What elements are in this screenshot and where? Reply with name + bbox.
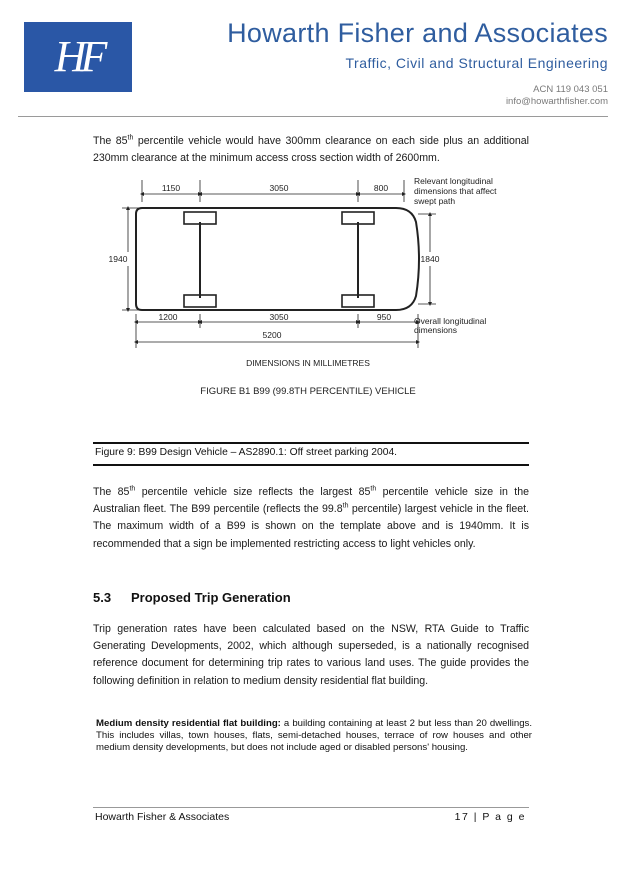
definition-term: Medium density residential flat building: xyxy=(96,718,281,729)
dim-right-width: 1840 xyxy=(420,254,440,264)
logo-monogram: HF xyxy=(54,32,102,81)
footer-divider xyxy=(93,807,529,808)
company-name: Howarth Fisher and Associates xyxy=(227,18,608,48)
figure-title: FIGURE B1 B99 (99.8TH PERCENTILE) VEHICLE xyxy=(200,386,416,397)
definition-text: a building containing at least 2 but less than 20 dwellings. This includes villas, town houses, flats, semi-detached houses, terrace of row houses and other medium density developments, but does not include aged or disabled persons' housing. xyxy=(96,718,532,754)
dim-top-front-overhang: 1150 xyxy=(161,183,181,193)
company-email: info@howarthfisher.com xyxy=(505,96,608,107)
section-title: Proposed Trip Generation xyxy=(131,590,291,605)
paragraph-percentile: The 85th percentile vehicle size reflects the largest 85th percentile vehicle size in the Australian fleet. The B99 percentile (reflects the 99.8th percentile) largest vehicle in the fleet. The maximum width of a B99 is shown on the template above and is 1940mm. It is recommended that a sign be implemented restricting access to light vehicles only. xyxy=(93,485,529,550)
note-relevant-line-3: swept path xyxy=(414,196,456,206)
note-overall-line-1: Overall longitudinal xyxy=(414,316,487,326)
dim-left-width: 1940 xyxy=(108,254,128,264)
page-number: 17 | P a g e xyxy=(454,811,526,823)
dim-bottom-front-overhang: 1200 xyxy=(158,312,178,322)
company-logo xyxy=(24,22,132,92)
note-relevant-line-2: dimensions that affect xyxy=(414,186,497,196)
company-acn: ACN 119 043 051 xyxy=(533,84,608,95)
footer-company: Howarth Fisher & Associates xyxy=(95,811,230,823)
dim-top-wheelbase: 3050 xyxy=(269,183,289,193)
figure-units: DIMENSIONS IN MILLIMETRES xyxy=(246,358,370,368)
dim-overall-length: 5200 xyxy=(262,330,282,340)
note-relevant-line-1: Relevant longitudinal xyxy=(414,176,493,186)
header-divider xyxy=(18,116,608,117)
company-tagline: Traffic, Civil and Structural Engineering xyxy=(345,55,608,71)
section-number: 5.3 xyxy=(93,590,112,605)
figure-caption: Figure 9: B99 Design Vehicle – AS2890.1: Off street parking 2004. xyxy=(95,447,398,458)
dim-bottom-rear-overhang: 950 xyxy=(376,312,392,322)
dim-bottom-wheelbase: 3050 xyxy=(269,312,289,322)
paragraph-clearance: The 85th percentile vehicle would have 300mm clearance on each side plus an additional 230mm clearance at the minimum access cross section width of 2600mm. xyxy=(93,134,529,165)
caption-rule-bottom xyxy=(93,464,529,466)
paragraph-trip-generation: Trip generation rates have been calculated based on the NSW, RTA Guide to Traffic Generating Developments, 2002, which although superseded, is a nationally recognised reference document for determining trip rates to various land uses. The guide provides the following definition in relation to medium density residential flat building. xyxy=(93,623,529,687)
caption-rule-top xyxy=(93,442,529,444)
dim-top-rear-overhang: 800 xyxy=(373,183,389,193)
section-heading xyxy=(93,590,291,605)
vehicle-dimension-diagram xyxy=(100,172,520,408)
vehicle-body-outline xyxy=(136,208,419,310)
definition-block xyxy=(96,718,532,755)
note-overall-line-2: dimensions xyxy=(414,325,457,335)
